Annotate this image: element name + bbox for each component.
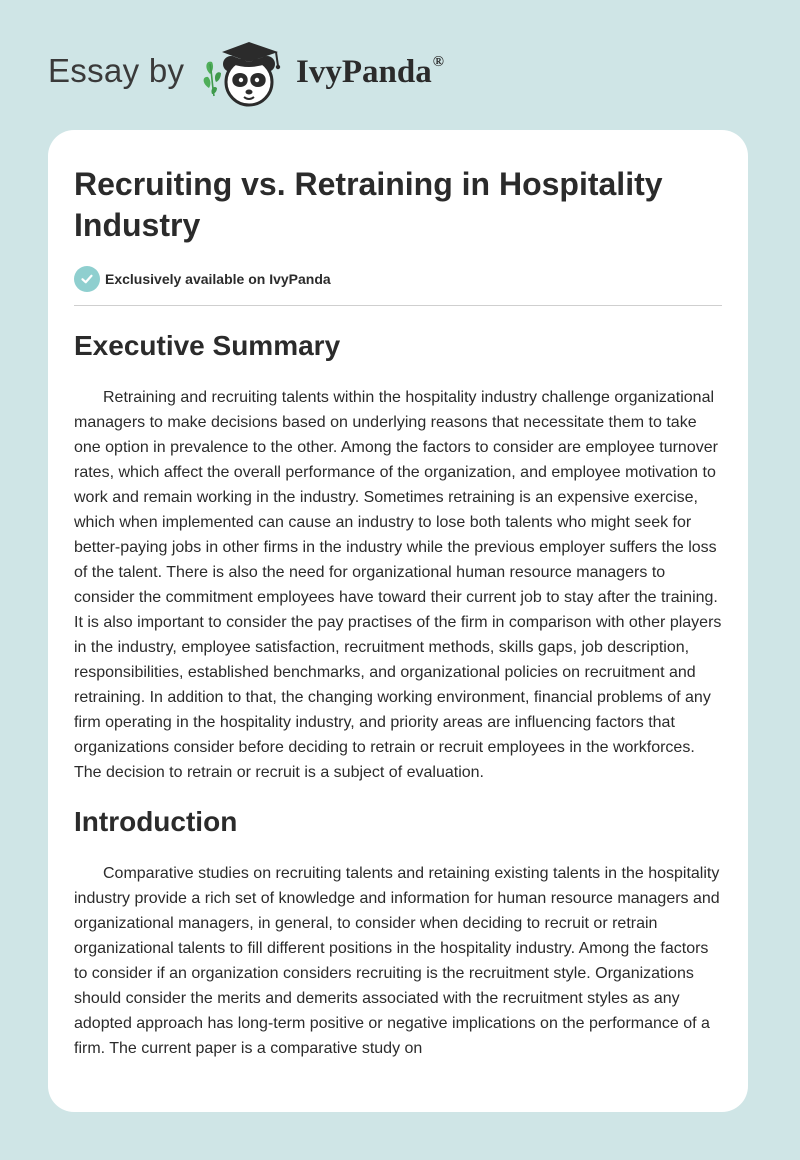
page-title: Recruiting vs. Retraining in Hospitality Industry: [74, 166, 663, 243]
essay-content: [74, 164, 724, 1061]
section-heading-executive-summary: Executive Summary: [74, 330, 341, 361]
essay-card: [48, 130, 748, 1112]
registered-mark: ®: [432, 54, 444, 70]
exclusive-label: Exclusively available on IvyPanda: [105, 271, 331, 287]
brand-name[interactable]: [296, 54, 444, 91]
section-heading-introduction: Introduction: [74, 806, 238, 837]
exclusive-badge: [74, 266, 724, 292]
panda-graduate-logo-icon[interactable]: [200, 34, 290, 110]
section-paragraph-introduction: Comparative studies on recruiting talents and retaining existing talents in the hospitality industry provide a rich set of knowledge and information for human resource managers and organizational managers, in general, to consider when deciding to recruit or retrain organizational talents to fill different positions in the hospitality industry. Among the factors to consider if an organization considers recruiting is the recruitment style. Organizations should consider the merits and demerits associated with the recruitment styles as any adopted approach has long-term positive or negative implications on the performance of a firm. The current paper is a comparative study on: [74, 865, 720, 1057]
brand-name-text: IvyPanda: [296, 54, 432, 90]
section-paragraph-executive-summary: Retraining and recruiting talents within the hospitality industry challenge organizational managers to make decisions based on underlying reasons that necessitate them to take one option in prevalence to the other. Among the factors to consider are employee turnover rates, which affect the overall performance of the organization, and employee motivation to work and remain working in the industry. Sometimes retraining is an expensive exercise, which when implemented can cause an industry to lose both talents who might seek for better-paying jobs in other firms in the industry while the previous employer suffers the loss of the talent. There is also the need for organizational human resource managers to consider the commitment employees have toward their current job to stay after the training. It is also important to consider the pay practises of the firm in comparison with other players in the industry, employee satisfaction, recruitment methods, skills gaps, job description, responsibilities, established benchmarks, and organizational policies on recruitment and retraining. In addition to that, the changing working environment, financial problems of any firm operating in the hospitality industry, and priority areas are influencing factors that organizations consider before deciding to retrain or recruit employees in the workforces. The decision to retrain or recruit is a subject of evaluation.: [74, 389, 722, 781]
essay-by-label: Essay by: [48, 52, 185, 89]
site-header: [48, 34, 548, 114]
divider: [74, 305, 722, 306]
check-circle-icon: [74, 266, 100, 292]
